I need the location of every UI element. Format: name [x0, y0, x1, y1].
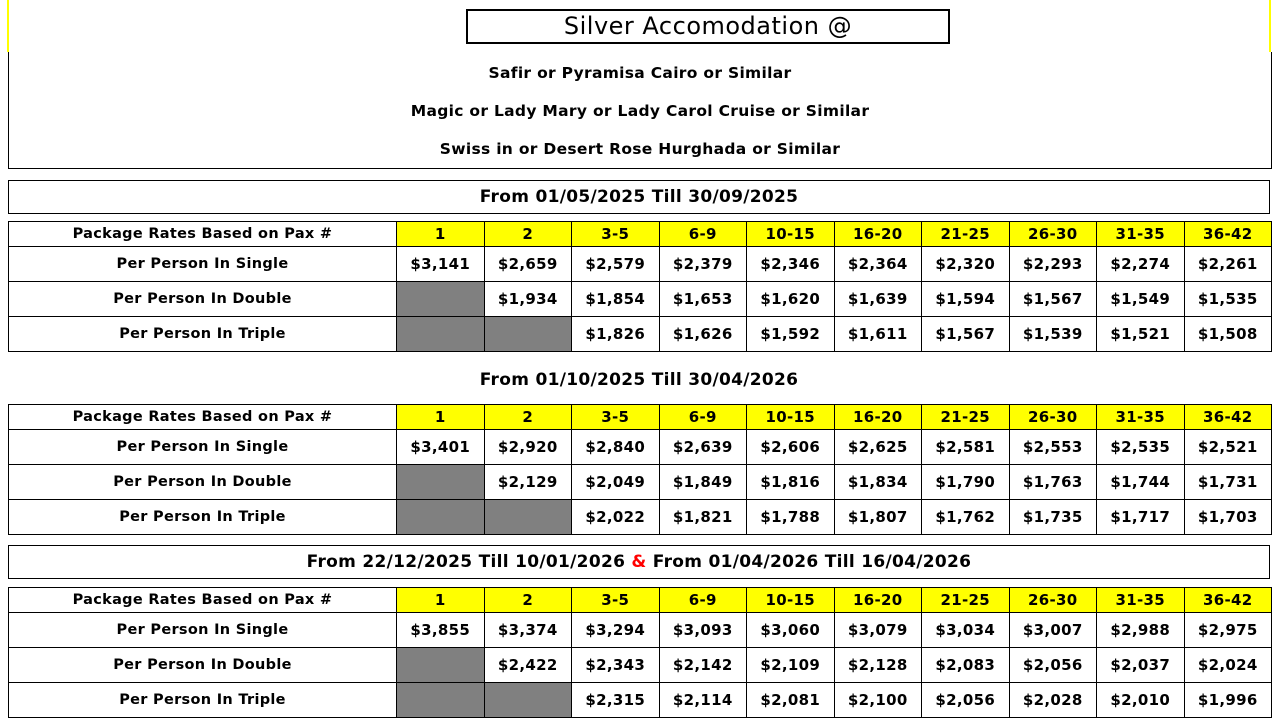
pax-header-cell: 3-5 — [572, 222, 660, 247]
price-cell: $2,535 — [1097, 430, 1185, 465]
price-cell: $2,346 — [747, 247, 835, 282]
not-available-cell — [397, 282, 485, 317]
price-cell: $1,821 — [659, 500, 747, 535]
price-cell: $2,114 — [659, 683, 747, 718]
pax-header-cell: 36-42 — [1184, 222, 1272, 247]
pax-header-cell: 2 — [484, 222, 572, 247]
pax-header-cell: 31-35 — [1097, 588, 1185, 613]
header-row — [9, 588, 1272, 613]
header-label: Package Rates Based on Pax # — [9, 222, 397, 247]
price-cell: $2,028 — [1009, 683, 1097, 718]
price-cell: $3,855 — [397, 613, 485, 648]
price-cell: $1,816 — [747, 465, 835, 500]
price-cell: $2,521 — [1184, 430, 1272, 465]
hotel-hurghada: Swiss in or Desert Rose Hurghada or Similar — [439, 140, 841, 158]
rates-table-period-1 — [8, 221, 1272, 352]
price-cell: $1,854 — [572, 282, 660, 317]
price-cell: $2,274 — [1097, 247, 1185, 282]
not-available-cell — [484, 317, 572, 352]
price-cell: $3,079 — [834, 613, 922, 648]
price-cell: $3,374 — [484, 613, 572, 648]
row-label: Per Person In Triple — [9, 500, 397, 535]
price-cell: $1,611 — [834, 317, 922, 352]
period-3-title — [8, 545, 1270, 579]
price-cell: $2,315 — [572, 683, 660, 718]
price-cell: $3,294 — [572, 613, 660, 648]
pax-header-cell: 10-15 — [747, 222, 835, 247]
price-cell: $2,579 — [572, 247, 660, 282]
price-cell: $1,626 — [659, 317, 747, 352]
price-cell: $1,521 — [1097, 317, 1185, 352]
price-cell: $1,653 — [659, 282, 747, 317]
price-cell: $2,581 — [922, 430, 1010, 465]
price-cell: $2,639 — [659, 430, 747, 465]
row-label: Per Person In Double — [9, 648, 397, 683]
pax-header-cell: 1 — [397, 405, 485, 430]
rate-row-single — [9, 430, 1272, 465]
price-cell: $2,343 — [572, 648, 660, 683]
price-cell: $1,549 — [1097, 282, 1185, 317]
pax-header-cell: 6-9 — [659, 588, 747, 613]
price-cell: $1,620 — [747, 282, 835, 317]
price-cell: $1,567 — [1009, 282, 1097, 317]
price-cell: $1,539 — [1009, 317, 1097, 352]
header-row — [9, 405, 1272, 430]
hotel-cairo: Safir or Pyramisa Cairo or Similar — [488, 64, 792, 82]
row-label: Per Person In Single — [9, 247, 397, 282]
period-3-range-a: From 22/12/2025 Till 10/01/2026 — [306, 552, 626, 572]
price-cell: $2,379 — [659, 247, 747, 282]
row-label: Per Person In Single — [9, 613, 397, 648]
pax-header-cell: 1 — [397, 222, 485, 247]
price-cell: $1,834 — [834, 465, 922, 500]
pax-header-cell: 16-20 — [834, 405, 922, 430]
price-cell: $2,056 — [1009, 648, 1097, 683]
not-available-cell — [397, 500, 485, 535]
pax-header-cell: 3-5 — [572, 405, 660, 430]
price-cell: $1,592 — [747, 317, 835, 352]
price-cell: $2,128 — [834, 648, 922, 683]
price-cell: $1,826 — [572, 317, 660, 352]
pax-header-cell: 10-15 — [747, 588, 835, 613]
price-cell: $2,024 — [1184, 648, 1272, 683]
price-cell: $2,142 — [659, 648, 747, 683]
price-cell: $2,049 — [572, 465, 660, 500]
header-row — [9, 222, 1272, 247]
pax-header-cell: 21-25 — [922, 222, 1010, 247]
price-cell: $2,840 — [572, 430, 660, 465]
price-cell: $2,010 — [1097, 683, 1185, 718]
price-cell: $2,320 — [922, 247, 1010, 282]
not-available-cell — [397, 465, 485, 500]
pax-header-cell: 31-35 — [1097, 222, 1185, 247]
header-label: Package Rates Based on Pax # — [9, 588, 397, 613]
pax-header-cell: 21-25 — [922, 588, 1010, 613]
row-label: Per Person In Double — [9, 282, 397, 317]
price-cell: $1,717 — [1097, 500, 1185, 535]
not-available-cell — [397, 317, 485, 352]
price-cell: $1,788 — [747, 500, 835, 535]
price-cell: $3,060 — [747, 613, 835, 648]
pax-header-cell: 26-30 — [1009, 222, 1097, 247]
rates-table-period-2 — [8, 404, 1272, 535]
price-cell: $1,849 — [659, 465, 747, 500]
price-cell: $1,735 — [1009, 500, 1097, 535]
price-cell: $1,762 — [922, 500, 1010, 535]
yellow-edge-left — [7, 0, 9, 52]
price-cell: $2,109 — [747, 648, 835, 683]
rate-row-double — [9, 282, 1272, 317]
rate-row-double — [9, 465, 1272, 500]
price-cell: $2,129 — [484, 465, 572, 500]
price-cell: $2,625 — [834, 430, 922, 465]
pax-header-cell: 6-9 — [659, 405, 747, 430]
row-label: Per Person In Triple — [9, 683, 397, 718]
price-cell: $2,920 — [484, 430, 572, 465]
not-available-cell — [484, 500, 572, 535]
price-cell: $2,056 — [922, 683, 1010, 718]
price-cell: $1,639 — [834, 282, 922, 317]
price-cell: $1,508 — [1184, 317, 1272, 352]
price-cell: $1,703 — [1184, 500, 1272, 535]
price-cell: $1,567 — [922, 317, 1010, 352]
price-cell: $3,034 — [922, 613, 1010, 648]
price-cell: $2,659 — [484, 247, 572, 282]
price-cell: $2,553 — [1009, 430, 1097, 465]
not-available-cell — [397, 648, 485, 683]
price-cell: $1,934 — [484, 282, 572, 317]
price-cell: $3,007 — [1009, 613, 1097, 648]
pax-header-cell: 16-20 — [834, 222, 922, 247]
rate-row-triple — [9, 500, 1272, 535]
pax-header-cell: 2 — [484, 588, 572, 613]
price-cell: $2,422 — [484, 648, 572, 683]
price-cell: $2,037 — [1097, 648, 1185, 683]
price-cell: $2,081 — [747, 683, 835, 718]
price-cell: $1,535 — [1184, 282, 1272, 317]
pax-header-cell: 2 — [484, 405, 572, 430]
price-cell: $1,996 — [1184, 683, 1272, 718]
ampersand: & — [631, 552, 647, 572]
rates-table-period-3 — [8, 587, 1272, 718]
price-cell: $2,261 — [1184, 247, 1272, 282]
price-cell: $1,807 — [834, 500, 922, 535]
not-available-cell — [397, 683, 485, 718]
row-label: Per Person In Double — [9, 465, 397, 500]
not-available-cell — [484, 683, 572, 718]
pax-header-cell: 21-25 — [922, 405, 1010, 430]
price-cell: $2,293 — [1009, 247, 1097, 282]
pax-header-cell: 6-9 — [659, 222, 747, 247]
row-label: Per Person In Single — [9, 430, 397, 465]
period-3-range-b: From 01/04/2026 Till 16/04/2026 — [652, 552, 972, 572]
pax-header-cell: 36-42 — [1184, 588, 1272, 613]
price-cell: $2,988 — [1097, 613, 1185, 648]
price-cell: $3,401 — [397, 430, 485, 465]
pax-header-cell: 26-30 — [1009, 588, 1097, 613]
price-cell: $1,731 — [1184, 465, 1272, 500]
price-cell: $2,606 — [747, 430, 835, 465]
hotel-list — [8, 52, 1272, 169]
pax-header-cell: 16-20 — [834, 588, 922, 613]
pax-header-cell: 10-15 — [747, 405, 835, 430]
pax-header-cell: 1 — [397, 588, 485, 613]
period-1-title: From 01/05/2025 Till 30/09/2025 — [8, 180, 1270, 214]
pax-header-cell: 31-35 — [1097, 405, 1185, 430]
rate-row-single — [9, 613, 1272, 648]
price-cell: $3,093 — [659, 613, 747, 648]
rate-row-triple — [9, 683, 1272, 718]
price-cell: $1,790 — [922, 465, 1010, 500]
price-cell: $2,100 — [834, 683, 922, 718]
price-cell: $2,975 — [1184, 613, 1272, 648]
pax-header-cell: 26-30 — [1009, 405, 1097, 430]
header-label: Package Rates Based on Pax # — [9, 405, 397, 430]
price-cell: $2,364 — [834, 247, 922, 282]
rate-row-single — [9, 247, 1272, 282]
hotel-cruise: Magic or Lady Mary or Lady Carol Cruise or Similar — [410, 102, 870, 120]
price-cell: $1,594 — [922, 282, 1010, 317]
rate-row-double — [9, 648, 1272, 683]
price-cell: $1,744 — [1097, 465, 1185, 500]
pax-header-cell: 36-42 — [1184, 405, 1272, 430]
yellow-edge-right — [1269, 0, 1271, 52]
price-cell: $2,083 — [922, 648, 1010, 683]
period-2-title: From 01/10/2025 Till 30/04/2026 — [479, 370, 799, 390]
price-cell: $3,141 — [397, 247, 485, 282]
rate-row-triple — [9, 317, 1272, 352]
pax-header-cell: 3-5 — [572, 588, 660, 613]
row-label: Per Person In Triple — [9, 317, 397, 352]
price-cell: $1,763 — [1009, 465, 1097, 500]
price-cell: $2,022 — [572, 500, 660, 535]
page-title: Silver Accomodation @ — [466, 9, 950, 44]
